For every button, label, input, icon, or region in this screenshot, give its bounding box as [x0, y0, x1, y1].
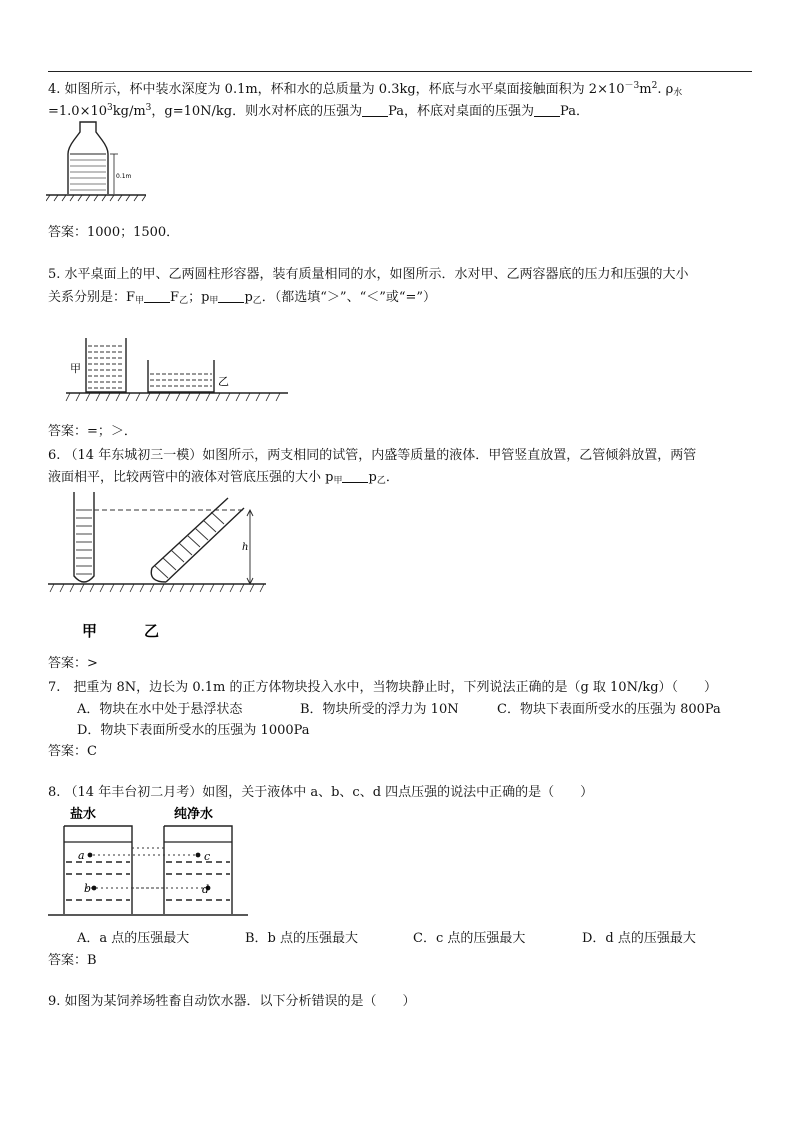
- pure-water-label: 纯净水: [174, 807, 214, 822]
- q8-stem: 8. （14 年丰台初二月考）如图，关于液体中 a、b、c、d 四点压强的说法中正确的是（ ）: [48, 785, 594, 800]
- height-label: h: [242, 542, 249, 553]
- q6-answer: 答案：>: [48, 656, 98, 671]
- blank: [534, 104, 560, 117]
- blank: [362, 104, 388, 117]
- q7-stem: 7. 把重为 8N，边长为 0.1m 的正方体物块投入水中，当物块静止时，下列说法正确的是（g 取 10N/kg）（ ）: [48, 680, 718, 695]
- jia-label: 甲: [82, 622, 98, 640]
- q8-containers-figure: [48, 802, 248, 918]
- q5-answer: 答案：=；＞．: [48, 424, 137, 439]
- q6-line2: 液面相平，比较两管中的液体对管底压强的大小 $p_甲$ $p_乙$．: [48, 470, 399, 486]
- yi-label: 乙: [144, 622, 160, 640]
- header-rule: [48, 71, 752, 72]
- q4-answer: 答案：1000；1500．: [48, 225, 180, 240]
- q8-option-b: B．b 点的压强最大: [245, 931, 359, 946]
- q7-option-b: B．物块所受的浮力为 10N: [300, 702, 459, 717]
- q7-option-c: C．物块下表面所受水的压强为 800Pa: [497, 702, 721, 717]
- q6-line1: 6. （14 年东城初三一模）如图所示，两支相同的试管，内盛等质量的液体．甲管竖直放置，乙管倾斜放置，两管: [48, 448, 697, 463]
- point-b-label: b: [84, 882, 92, 895]
- q5-containers-figure: [56, 330, 296, 410]
- q4-line1: 4. 如图所示，杯中装水深度为 0.1m，杯和水的总质量为 0.3kg，杯底与水平桌面接触面积为 $2\times 10^{-3}m^2$. $\rho_水$: [48, 81, 683, 98]
- jia-label: 甲: [70, 362, 81, 375]
- q5-line1: 5. 水平桌面上的甲、乙两圆柱形容器，装有质量相同的水，如图所示．水对甲、乙两容器底的压力和压强的大小: [48, 267, 689, 282]
- q6-test-tubes-figure: [48, 488, 274, 648]
- salt-water-label: 盐水: [70, 807, 97, 822]
- q8-answer: 答案：B: [48, 953, 97, 968]
- q8-option-a: A．a 点的压强最大: [77, 931, 190, 946]
- point-c-label: c: [204, 850, 211, 863]
- q8-option-d: D．d 点的压强最大: [582, 931, 696, 946]
- point-d-label: d: [202, 883, 210, 896]
- q4-cup-figure: [46, 118, 146, 202]
- q7-option-a: A．物块在水中处于悬浮状态: [77, 702, 243, 717]
- q7-option-d: D．物块下表面所受水的压强为 1000Pa: [77, 723, 310, 738]
- q9-stem: 9. 如图为某饲养场牲畜自动饮水器．以下分析错误的是（ ）: [48, 994, 416, 1009]
- yi-label: 乙: [218, 375, 229, 388]
- q7-answer: 答案：C: [48, 744, 97, 759]
- q4-line2: $=1.0\times 10^3kg/m^3$，g=10N/kg．则水对杯底的压强为 Pa，杯底对桌面的压强为 Pa．: [48, 103, 589, 119]
- depth-label: 0.1m: [116, 173, 132, 180]
- point-a-label: a: [78, 849, 85, 862]
- q5-line2: 关系分别是：$F_甲$ $F_乙$；$p_甲$ $p_乙$．（都选填“＞”、“＜”或“=”）: [48, 290, 437, 306]
- q8-option-c: C．c 点的压强最大: [413, 931, 526, 946]
